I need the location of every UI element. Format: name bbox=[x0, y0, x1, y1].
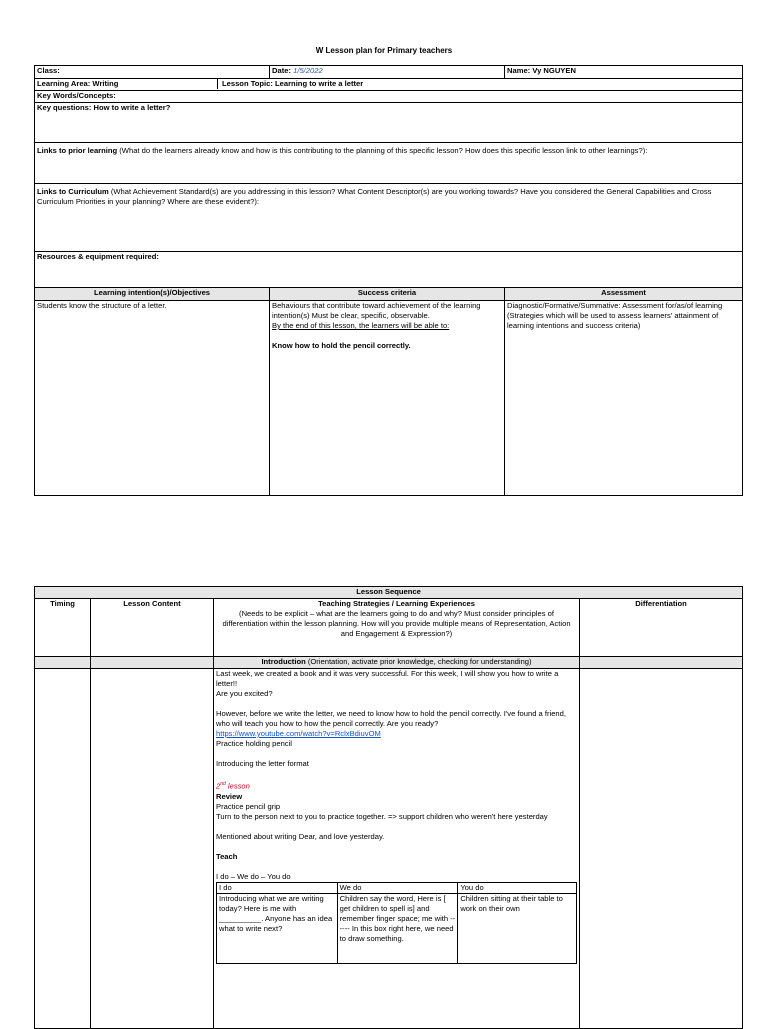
date-cell bbox=[270, 66, 505, 79]
name-cell: Name: Vy NGUYEN bbox=[505, 66, 743, 79]
assessment-header: Assessment bbox=[505, 288, 743, 301]
success-criteria-text: Behaviours that contribute toward achievement of the learning intention(s) Must be clear, specific, observable. bbox=[272, 301, 481, 320]
letter-format-text: Introducing the letter format bbox=[216, 759, 309, 768]
success-criteria-header: Success criteria bbox=[270, 288, 505, 301]
curriculum-links bbox=[35, 184, 743, 252]
key-questions: Key questions: How to write a letter? bbox=[35, 103, 743, 143]
success-criteria-underline: By the end of this lesson, the learners will be able to: bbox=[272, 321, 450, 330]
i-do-cell: Introducing what we are writing today? Here is me with __________. Anyone has an idea what to write next? bbox=[217, 893, 338, 963]
curriculum-label: Links to Curriculum bbox=[37, 187, 109, 196]
assessment-cell: Diagnostic/Formative/Summative: Assessment for/as/of learning (Strategies which will be used to assess learners' attainment of learning intentions and success criteria) bbox=[505, 301, 743, 496]
second-lesson-num: 2 bbox=[216, 781, 221, 791]
review-mention: Mentioned about writing Dear, and love yesterday. bbox=[216, 831, 385, 841]
introduction-body bbox=[214, 669, 580, 1029]
success-criteria-goal: Know how to hold the pencil correctly. bbox=[272, 341, 411, 350]
strategies-note: (Needs to be explicit – what are the learners going to do and why? Must consider principles of differentiation within the lesson planning. How will you provide multiple means of Representation, Action and Engagement & Expression?) bbox=[222, 609, 571, 638]
intro-paragraph: Last week, we created a book and it was very successful. For this week, I will show you how to write a letter!! bbox=[216, 669, 559, 688]
prior-learning-label: Links to prior learning bbox=[37, 146, 118, 155]
content-header: Lesson Content bbox=[91, 599, 214, 657]
curriculum-text: (What Achievement Standard(s) are you addressing in this lesson? What Content Descriptor(s) are you working towards? Have you considered the General Capabilities and Cross Curriculum Priorities in your planning? Where are these evident?): bbox=[37, 187, 712, 206]
you-do-header: You do bbox=[458, 882, 577, 893]
we-do-header: We do bbox=[337, 882, 458, 893]
timing-header: Timing bbox=[35, 599, 91, 657]
objectives-header: Learning intention(s)/Objectives bbox=[35, 288, 270, 301]
strategies-header bbox=[214, 599, 580, 657]
intro-question: Are you excited? bbox=[216, 689, 273, 698]
second-lesson-sup: nd bbox=[220, 781, 226, 787]
review-pair: Turn to the person next to you to practice together. => support children who weren't here yesterday bbox=[216, 811, 548, 821]
we-do-cell: Children say the word, Here is [ get children to spell is] and remember finger space; me with ------ In this box right here, we need to draw something. bbox=[337, 893, 458, 963]
introduction-header bbox=[214, 657, 580, 669]
i-do-we-do-table bbox=[216, 882, 577, 964]
second-lesson-label bbox=[216, 779, 577, 792]
resources: Resources & equipment required: bbox=[35, 252, 743, 288]
second-lesson-word: lesson bbox=[225, 781, 250, 791]
practice-text: Practice holding pencil bbox=[216, 739, 292, 748]
introduction-label: Introduction bbox=[261, 657, 306, 666]
lesson-details-table bbox=[34, 65, 743, 496]
introduction-text: (Orientation, activate prior knowledge, checking for understanding) bbox=[305, 657, 532, 666]
pencil-paragraph: However, before we write the letter, we need to know how to hold the pencil correctly. I've found a friend, who will teach you how to how the pencil correctly. Are you ready? bbox=[216, 709, 566, 728]
success-criteria-cell bbox=[270, 301, 505, 496]
you-do-cell: Children sitting at their table to work on their own bbox=[458, 893, 577, 963]
strategies-header-label: Teaching Strategies / Learning Experiences bbox=[318, 599, 475, 608]
gradual-release: I do – We do – You do bbox=[216, 871, 291, 881]
review-grip: Practice pencil grip bbox=[216, 801, 281, 811]
page-title: W Lesson plan for Primary teachers bbox=[315, 46, 453, 55]
differentiation-header: Differentiation bbox=[580, 599, 743, 657]
review-heading: Review bbox=[216, 791, 243, 801]
lesson-sequence-table bbox=[34, 586, 743, 1029]
key-words: Key Words/Concepts: bbox=[35, 91, 743, 103]
date-label: Date: bbox=[272, 66, 291, 75]
sequence-title: Lesson Sequence bbox=[35, 587, 743, 599]
prior-learning-text: (What do the learners already know and how is this contributing to the planning of this specific lesson? How does this specific lesson link to other learnings?): bbox=[117, 146, 648, 155]
objectives-cell: Students know the structure of a letter. bbox=[35, 301, 270, 496]
youtube-link[interactable]: https://www.youtube.com/watch?v=RclxBdiuvOM bbox=[216, 729, 381, 738]
teach-heading: Teach bbox=[216, 851, 238, 861]
area-topic-row bbox=[35, 79, 743, 91]
date-value: 1/5/2022 bbox=[293, 66, 323, 75]
learning-area: Learning Area: Writing bbox=[35, 79, 218, 89]
i-do-header: I do bbox=[217, 882, 338, 893]
class-cell: Class: bbox=[35, 66, 270, 79]
prior-learning bbox=[35, 143, 743, 184]
lesson-topic: Lesson Topic: Learning to write a letter bbox=[222, 79, 364, 88]
